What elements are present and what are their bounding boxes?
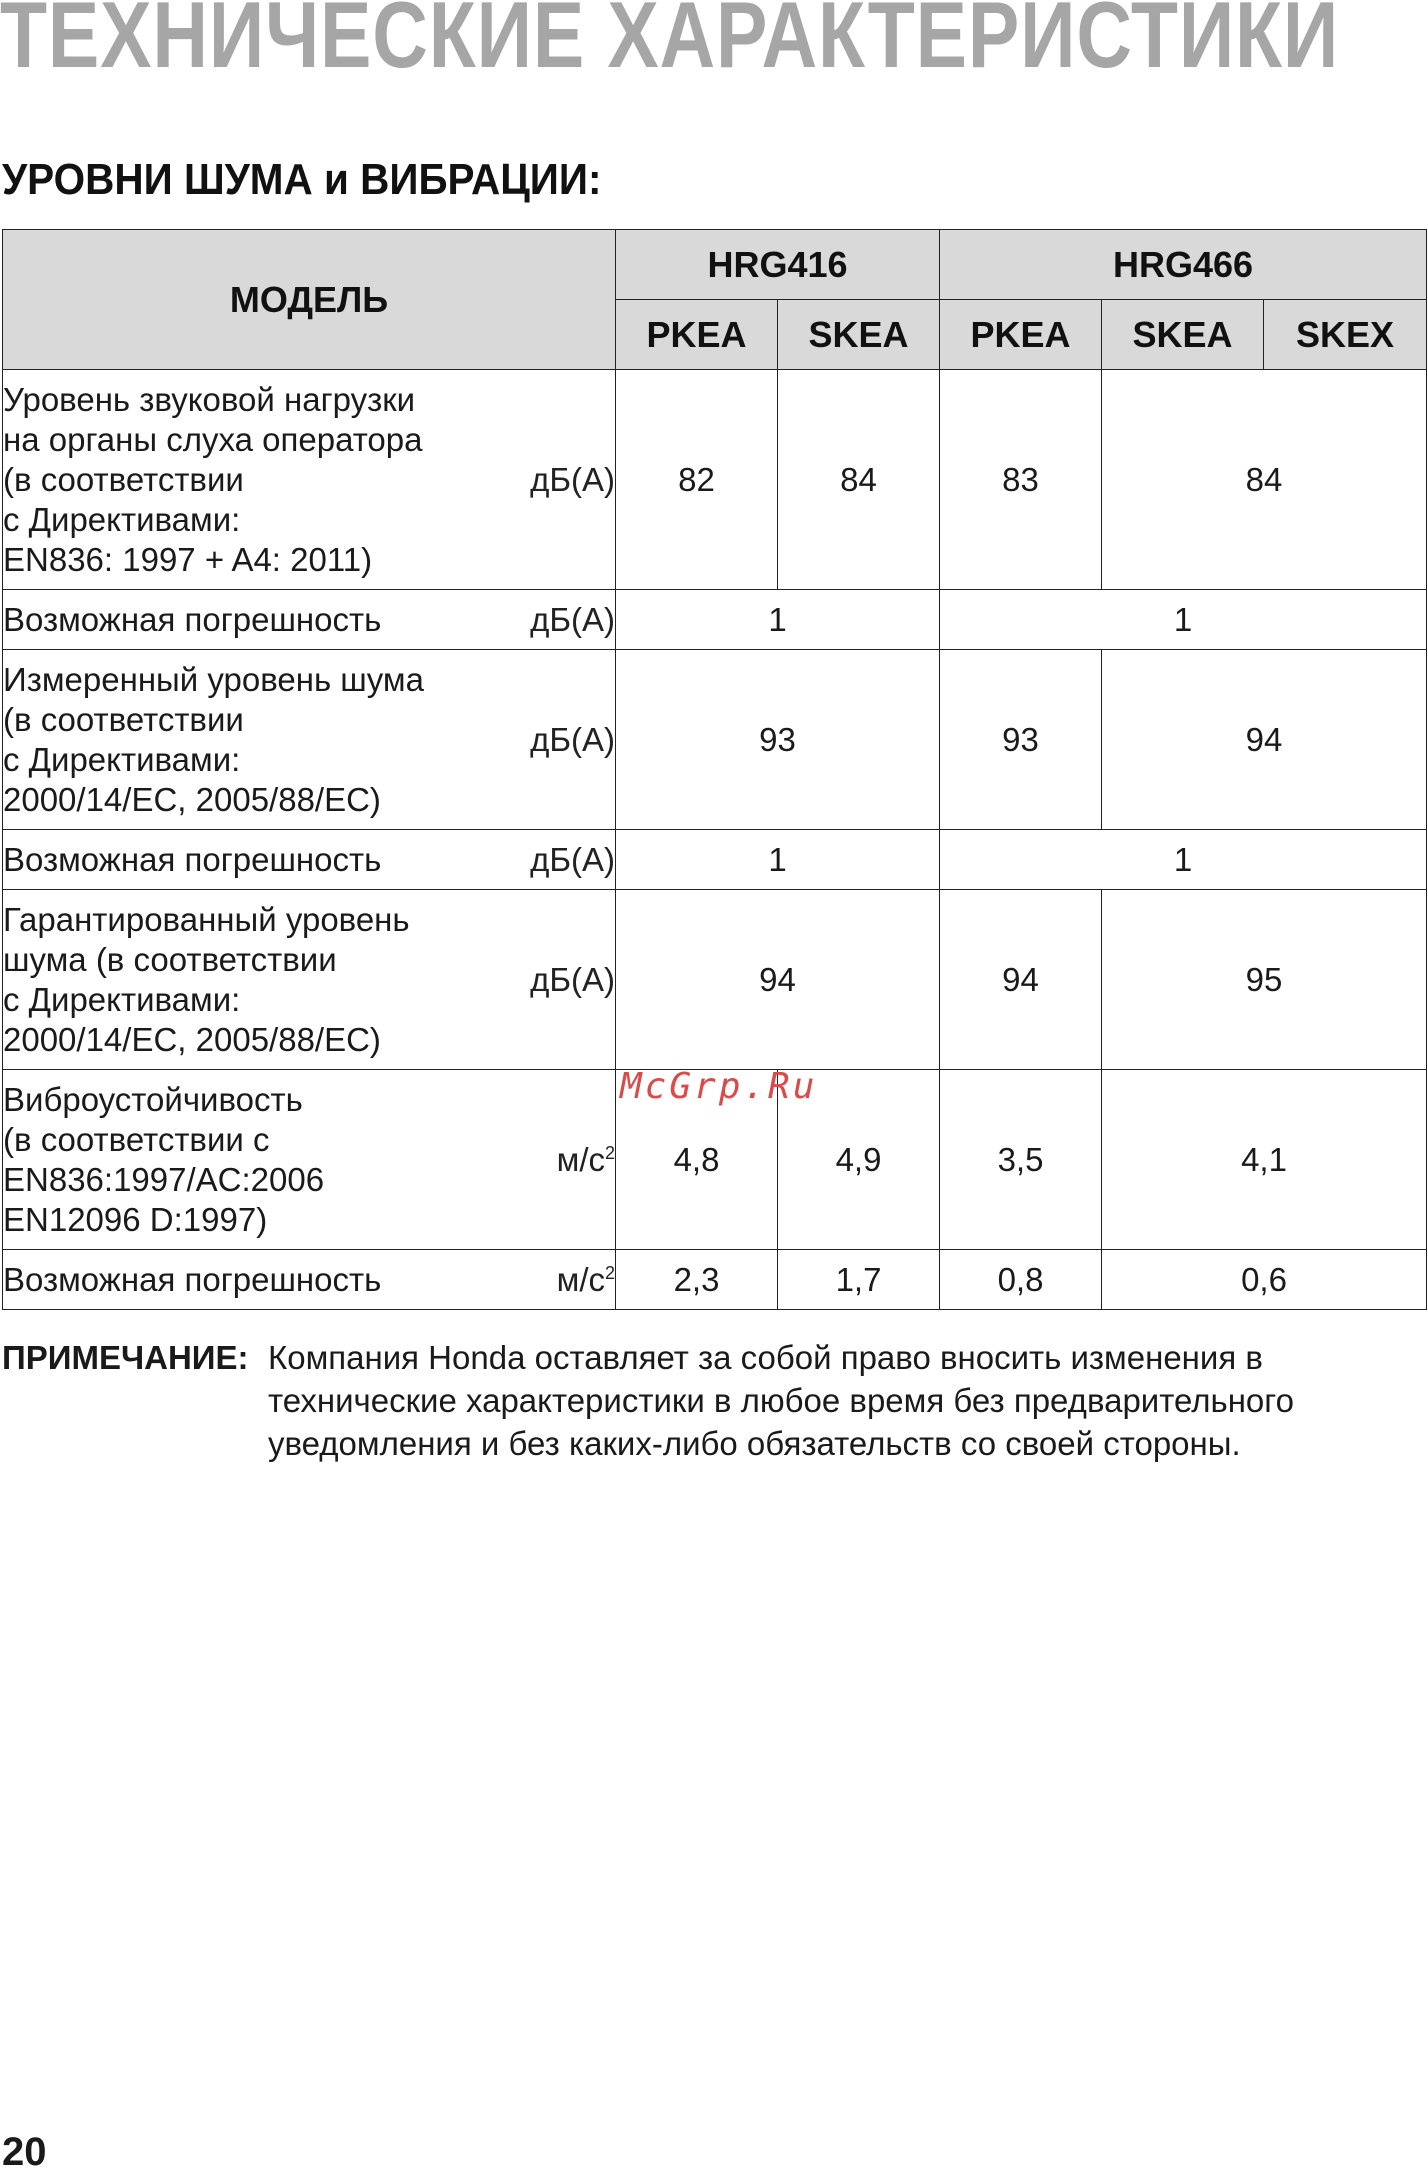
model-hrg466: HRG466 <box>940 230 1427 300</box>
row-unit: дБ(А) <box>530 960 615 998</box>
row-label <box>3 590 616 650</box>
variant-header: SKEA <box>778 300 940 370</box>
value-cell: 4,9 <box>778 1070 940 1250</box>
variant-header: SKEX <box>1264 300 1427 370</box>
value-cell: 0,8 <box>940 1250 1102 1310</box>
table-row <box>3 830 1427 890</box>
variant-header: SKEA <box>1102 300 1264 370</box>
row-label-text: Гарантированный уровень шума (в соответствии с Директивами: 2000/14/ЕС, 2005/88/ЕС) <box>3 900 410 1058</box>
table-row <box>3 590 1427 650</box>
value-cell: 1 <box>616 830 940 890</box>
value-cell: 84 <box>778 370 940 590</box>
row-label-text: Уровень звуковой нагрузки на органы слуха оператора (в соответствии с Директивами: EN836: 1997 + A4: 2011) <box>3 380 423 578</box>
value-cell: 84 <box>1102 370 1427 590</box>
value-cell: 0,6 <box>1102 1250 1427 1310</box>
noise-vibration-table <box>2 229 1427 1310</box>
value-cell: 94 <box>616 890 940 1070</box>
value-cell: 2,3 <box>616 1250 778 1310</box>
row-label <box>3 370 616 590</box>
table-row <box>3 370 1427 590</box>
value-cell: 1 <box>616 590 940 650</box>
row-unit: дБ(А) <box>530 840 615 878</box>
variant-header: PKEA <box>940 300 1102 370</box>
value-cell: 3,5 <box>940 1070 1102 1250</box>
section-title: УРОВНИ ШУМА и ВИБРАЦИИ: <box>2 155 602 204</box>
note-text: Компания Honda оставляет за собой право вносить изменения в технические характеристики в любое время без предварительного уведомления и без каких-либо обязательств со своей стороны. <box>268 1339 1294 1462</box>
model-header: МОДЕЛЬ <box>3 230 616 370</box>
table-row <box>3 890 1427 1070</box>
row-label-text: Возможная погрешность <box>3 1260 382 1298</box>
row-label <box>3 1250 616 1310</box>
table-row <box>3 650 1427 830</box>
value-cell: 94 <box>1102 650 1427 830</box>
value-cell: 83 <box>940 370 1102 590</box>
value-cell: 1 <box>940 830 1427 890</box>
row-label <box>3 650 616 830</box>
value-cell: 4,8 <box>616 1070 778 1250</box>
row-unit: $м/с^2$ <box>556 1140 615 1178</box>
row-unit: дБ(А) <box>530 600 615 638</box>
value-cell: 1 <box>940 590 1427 650</box>
page-number: 20 <box>2 2130 47 2174</box>
row-label-text: Измеренный уровень шума (в соответствии с Директивами: 2000/14/ЕС, 2005/88/ЕС) <box>3 660 424 818</box>
row-label-text: Возможная погрешность <box>3 600 382 638</box>
model-hrg416: HRG416 <box>616 230 940 300</box>
value-cell: 93 <box>940 650 1102 830</box>
value-cell: 1,7 <box>778 1250 940 1310</box>
row-label-text: Виброустойчивость (в соответствии с EN836:1997/AC:2006 EN12096 D:1997) <box>3 1080 325 1238</box>
row-unit: дБ(А) <box>530 460 615 498</box>
row-label <box>3 830 616 890</box>
row-unit: $м/с^2$ <box>556 1260 615 1298</box>
row-unit: дБ(А) <box>530 720 615 758</box>
table-row <box>3 1250 1427 1310</box>
watermark: McGrp.Ru <box>620 1066 818 1107</box>
value-cell: 95 <box>1102 890 1427 1070</box>
value-cell: 4,1 <box>1102 1070 1427 1250</box>
row-label <box>3 1070 616 1250</box>
value-cell: 93 <box>616 650 940 830</box>
value-cell: 82 <box>616 370 778 590</box>
note-label: ПРИМЕЧАНИЕ: <box>2 1339 249 1376</box>
value-cell: 94 <box>940 890 1102 1070</box>
row-label <box>3 890 616 1070</box>
page-header: ТЕХНИЧЕСКИЕ ХАРАКТЕРИСТИКИ <box>0 0 1340 87</box>
variant-header: PKEA <box>616 300 778 370</box>
row-label-text: Возможная погрешность <box>3 840 382 878</box>
